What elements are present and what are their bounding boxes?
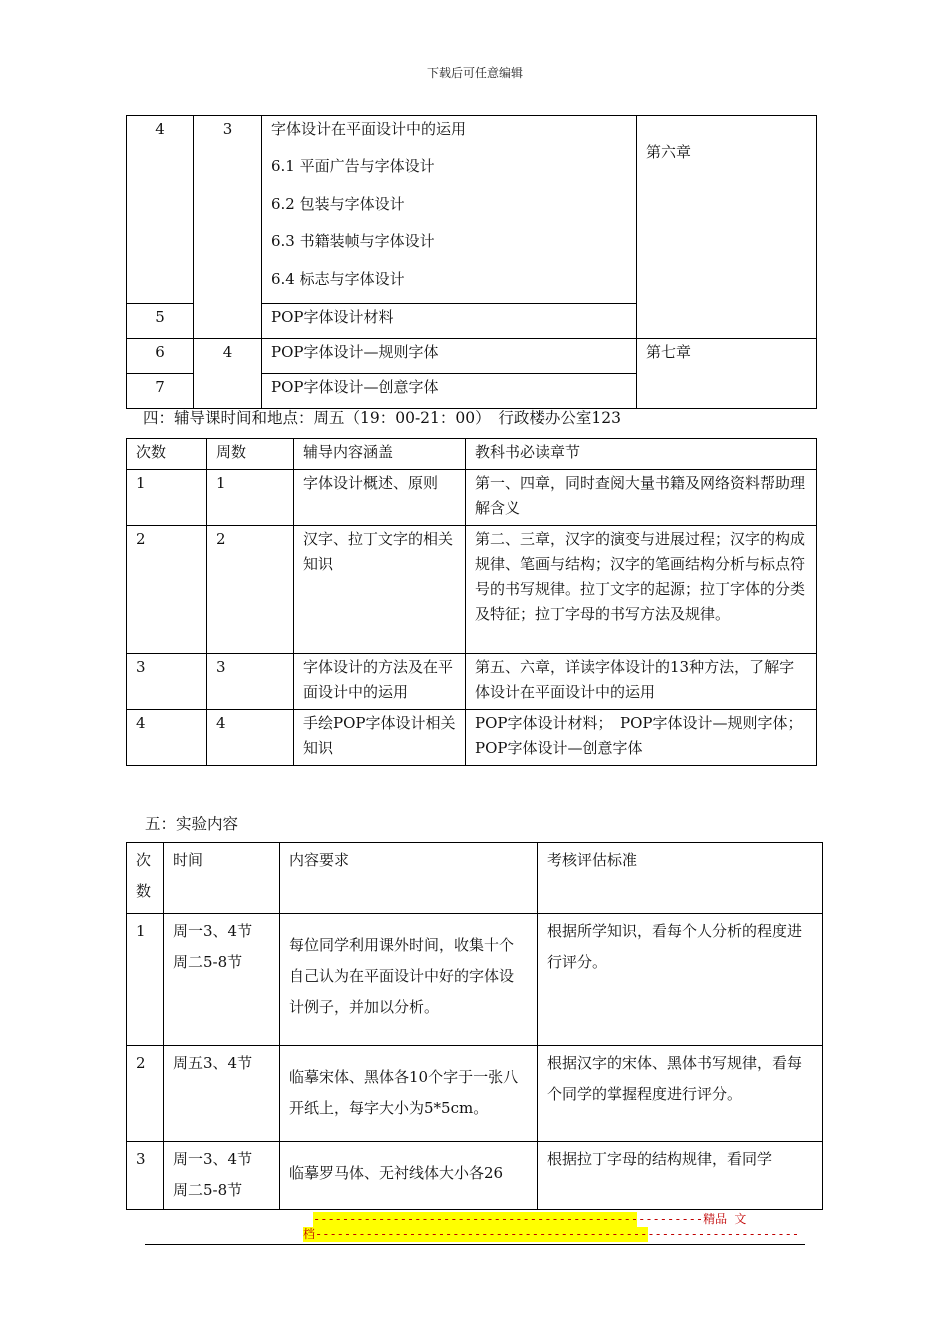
- chapter-cell: 第六章: [637, 116, 817, 339]
- schedule-table: [126, 115, 817, 409]
- cell: 3: [127, 654, 207, 710]
- cell: 根据汉字的宋体、黑体书写规律，看每个同学的掌握程度进行评分。: [538, 1046, 823, 1142]
- cell: 2: [127, 526, 207, 654]
- cell: 每位同学利用课外时间，收集十个自己认为在平面设计中好的字体设计例子，并加以分析。: [280, 914, 538, 1046]
- session-number: 5: [127, 303, 194, 338]
- footer-watermark-line-1: ------------------------------------------------------精品 文: [313, 1212, 747, 1226]
- cell: 1: [127, 914, 164, 1046]
- cell: 3: [127, 1142, 164, 1210]
- cell: 3: [207, 654, 294, 710]
- week-number: 4: [194, 338, 262, 408]
- cell: 临摹宋体、黑体各10个字于一张八开纸上，每字大小为5*5cm。: [280, 1046, 538, 1142]
- footer-watermark-line-2: 档-------------------------------------------------------------------: [303, 1227, 800, 1241]
- section-5-title: 五：实验内容: [145, 815, 239, 833]
- cell: 周一3、4节 周二5-8节: [164, 1142, 280, 1210]
- session-number: 7: [127, 373, 194, 408]
- column-header: 教科书必读章节: [466, 439, 817, 470]
- experiment-table: [126, 842, 823, 1210]
- section-4-title: 四：辅导课时间和地点：周五（19：00-21：00） 行政楼办公室123: [143, 409, 621, 427]
- column-header: 内容要求: [280, 843, 538, 914]
- cell: 根据所学知识，看每个人分析的程度进行评分。: [538, 914, 823, 1046]
- column-header: 时间: [164, 843, 280, 914]
- week-number: 3: [194, 116, 262, 339]
- table-row: [127, 654, 817, 710]
- cell: 第五、六章，详读字体设计的13种方法，了解字体设计在平面设计中的运用: [466, 654, 817, 710]
- cell: 4: [207, 710, 294, 766]
- page-header: 下载后可任意编辑: [426, 66, 523, 80]
- column-header: 考核评估标准: [538, 843, 823, 914]
- table-row: [127, 1142, 823, 1210]
- cell: 2: [207, 526, 294, 654]
- cell: 手绘POP字体设计相关知识: [294, 710, 466, 766]
- table-header-row: [127, 843, 823, 914]
- table-row: [127, 1046, 823, 1142]
- content-cell: POP字体设计—规则字体: [262, 338, 637, 373]
- cell: 字体设计概述、原则: [294, 470, 466, 526]
- chapter-cell: 第七章: [637, 338, 817, 408]
- column-header: 次数: [127, 439, 207, 470]
- cell: 4: [127, 710, 207, 766]
- cell: 第一、四章，同时查阅大量书籍及网络资料帮助理解含义: [466, 470, 817, 526]
- tutorial-table: [126, 438, 817, 766]
- table-header-row: [127, 439, 817, 470]
- table-row: [127, 710, 817, 766]
- footer-divider: [145, 1244, 805, 1245]
- cell: 根据拉丁字母的结构规律，看同学: [538, 1142, 823, 1210]
- cell: 周五3、4节: [164, 1046, 280, 1142]
- table-row: [127, 914, 823, 1046]
- table-row: [127, 116, 817, 304]
- table-row: [127, 338, 817, 373]
- cell: 2: [127, 1046, 164, 1142]
- session-number: 4: [127, 116, 194, 304]
- cell: 汉字、拉丁文字的相关知识: [294, 526, 466, 654]
- column-header: 辅导内容涵盖: [294, 439, 466, 470]
- session-number: 6: [127, 338, 194, 373]
- cell: 1: [207, 470, 294, 526]
- cell: 1: [127, 470, 207, 526]
- cell: 字体设计的方法及在平面设计中的运用: [294, 654, 466, 710]
- content-cell: POP字体设计材料: [262, 303, 637, 338]
- cell: 临摹罗马体、无衬线体大小各26: [280, 1142, 538, 1210]
- column-header: 次数: [127, 843, 164, 914]
- cell: 第二、三章，汉字的演变与进展过程；汉字的构成规律、笔画与结构；汉字的笔画结构分析与标点符号的书写规律。拉丁文字的起源；拉丁字体的分类及特征；拉丁字母的书写方法及规律。: [466, 526, 817, 654]
- cell: POP字体设计材料； POP字体设计—规则字体；POP字体设计—创意字体: [466, 710, 817, 766]
- content-cell: 字体设计在平面设计中的运用 6.1 平面广告与字体设计 6.2 包装与字体设计 6.3 书籍装帧与字体设计 6.4 标志与字体设计: [262, 116, 637, 304]
- cell: 周一3、4节 周二5-8节: [164, 914, 280, 1046]
- table-row: [127, 526, 817, 654]
- table-row: [127, 470, 817, 526]
- content-cell: POP字体设计—创意字体: [262, 373, 637, 408]
- column-header: 周数: [207, 439, 294, 470]
